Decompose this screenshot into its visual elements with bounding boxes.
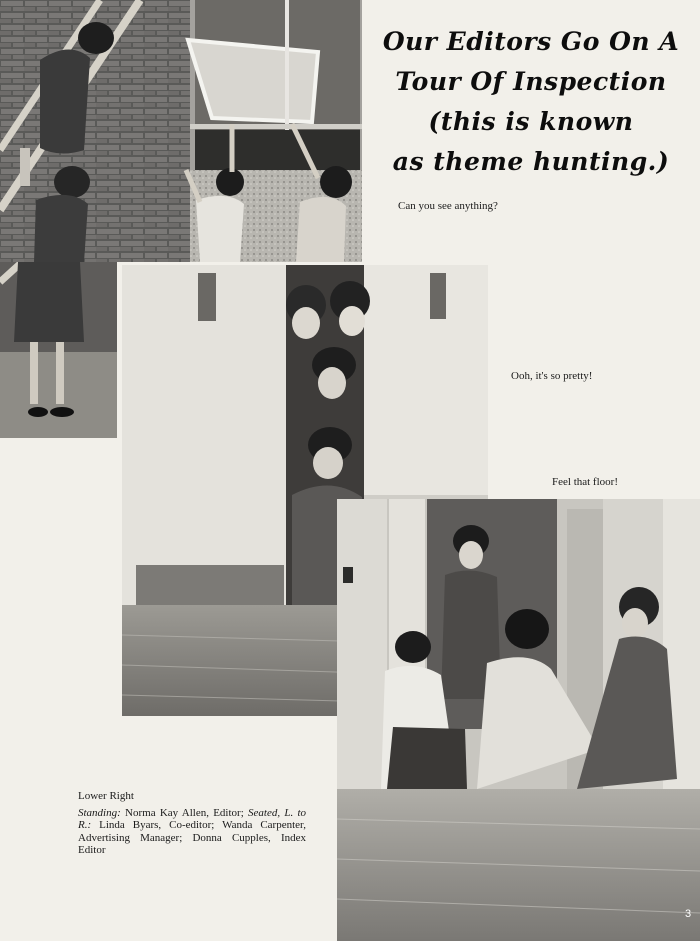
- title-line-4: as theme hunting.): [392, 147, 670, 176]
- caption-standing-text: Norma Kay Allen, Editor;: [120, 806, 249, 819]
- caption-can-you-see: Can you see anything?: [398, 200, 498, 212]
- page-number: 3: [685, 908, 692, 920]
- caption-feel-floor: Feel that floor!: [552, 476, 618, 488]
- title-line-2: Tour Of Inspection: [395, 67, 667, 96]
- photo-ladder-continuation: [0, 262, 117, 438]
- page-title: [372, 22, 690, 182]
- caption-lower-heading: Lower Right: [78, 790, 134, 802]
- title-line-1: Our Editors Go On A: [382, 27, 680, 56]
- caption-seated-text: Linda Byars, Co-editor; Wanda Carpenter, Advertising Manager; Donna Cupples, Index Editor: [78, 819, 306, 856]
- caption-so-pretty: Ooh, it's so pretty!: [511, 370, 593, 382]
- photo-hallway-group: [337, 499, 700, 941]
- caption-lower-right: [78, 790, 306, 857]
- caption-seated-label: Seated, L. to R.:: [78, 806, 306, 831]
- photo-window-inspection: [0, 0, 362, 262]
- title-line-3: (this is known: [428, 107, 634, 136]
- caption-standing-label: Standing:: [78, 806, 121, 819]
